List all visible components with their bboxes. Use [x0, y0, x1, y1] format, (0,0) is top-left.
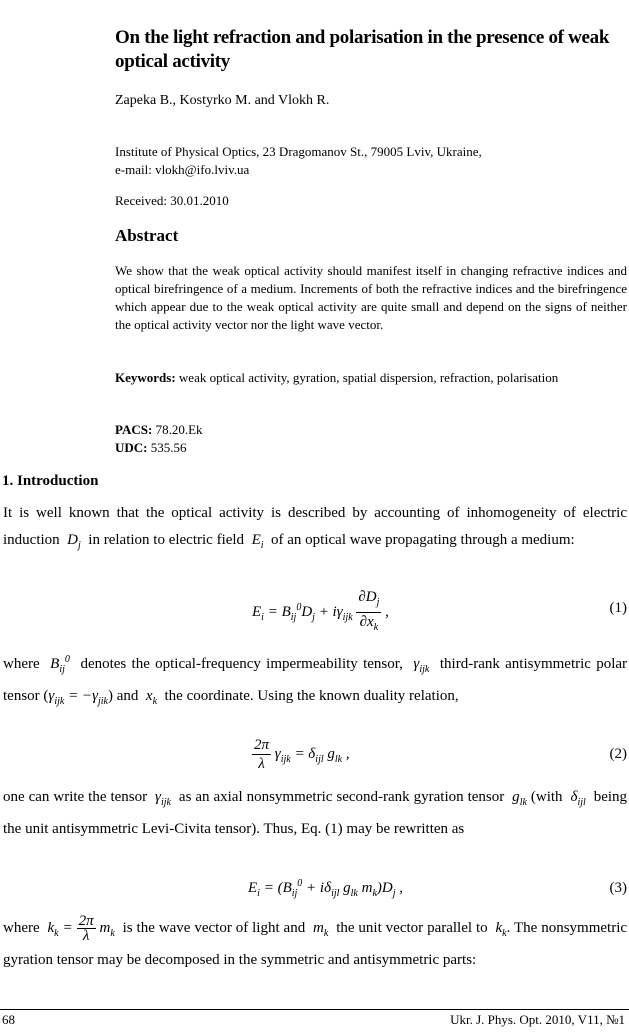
pacs-value: 78.20.Ek: [152, 422, 203, 437]
pacs-label: PACS:: [115, 422, 153, 437]
section-title: 1. Introduction: [2, 473, 99, 489]
page-number: 68: [2, 1012, 15, 1027]
keywords-label: Keywords:: [115, 370, 176, 385]
equation-2-number: (2): [609, 746, 627, 762]
affiliation-email: e-mail: vlokh@ifo.lviv.ua: [115, 162, 250, 177]
equation-1-number: (1): [609, 600, 627, 616]
affiliation: [115, 143, 615, 179]
paper-title: On the light refraction and polarisation in the presence of weak optical activity: [115, 27, 610, 72]
udc-value: 535.56: [147, 440, 187, 455]
udc-label: UDC:: [115, 440, 148, 455]
paragraph-3: one can write the tensor $\gamma_{ijk}$ as an axial nonsymmetric second-rank gyration tensor $g_{lk}$ (with $\delta_{ijl}$ being the unit antisymmetric Levi-Civita tensor). Thus, Eq. (1) may be rewritten as: [3, 789, 628, 837]
abstract-heading: Abstract: [115, 226, 179, 245]
equation-3-number: (3): [609, 880, 627, 896]
classification: [115, 421, 203, 457]
paragraph-4: where $k_k$ = $\frac{2\pi}{\lambda}$ $m_k$ is the wave vector of light and $m_k$ the unit vector parallel to $k_k$. The nonsymmetric gyration tensor may be decomposed in the symmetric and antisymmetric parts:: [3, 913, 628, 968]
affiliation-address: Institute of Physical Optics, 23 Dragomanov St., 79005 Lviv, Ukraine,: [115, 144, 482, 159]
keywords: [115, 369, 627, 387]
footer-rule: [0, 1009, 629, 1010]
abstract-text: We show that the weak optical activity should manifest itself in changing refractive indices and optical birefringence of a medium. Increments of both the refractive indices and the birefringence which appear due to the weak optical activity are quite small and depend on the signs of neither the optical activity vector nor the light wave vector.: [115, 263, 627, 332]
paragraph-1: It is well known that the optical activity is described by accounting of inhomogeneity of electric induction $D_j$ in relation to electric field $E_i$ of an optical wave propagating through a medium:: [3, 505, 627, 551]
received-date: Received: 30.01.2010: [115, 193, 229, 208]
paragraph-2: where $B_{ij}^0$ denotes the optical-frequency impermeability tensor, $\gamma_{ijk}$ third-rank antisymmetric polar tensor $(\gamma_{ijk} = -\gamma_{jik})$ and $x_k$ the coordinate. Using the known duality relation,: [3, 654, 628, 707]
journal-citation: Ukr. J. Phys. Opt. 2010, V11, №1: [450, 1012, 625, 1027]
equation-1: $E_i = B_{ij}^0D_j + i\gamma_{ijk}$ $\frac{\partial D_j}{\partial x_k}$ , (1): [252, 589, 627, 633]
keywords-text: weak optical activity, gyration, spatial dispersion, refraction, polarisation: [175, 370, 559, 385]
equation-3: $E_i = (B_{ij}^0 + i\delta_{ijl}$ $g_{lk}$ $m_k)D_j$ , (3): [248, 878, 627, 899]
authors: Zapeka B., Kostyrko M. and Vlokh R.: [115, 93, 330, 108]
equation-2: $\frac{2\pi}{\lambda}$ $\gamma_{ijk} = \delta_{ijl}$ $g_{lk}$ , (2): [254, 737, 627, 772]
